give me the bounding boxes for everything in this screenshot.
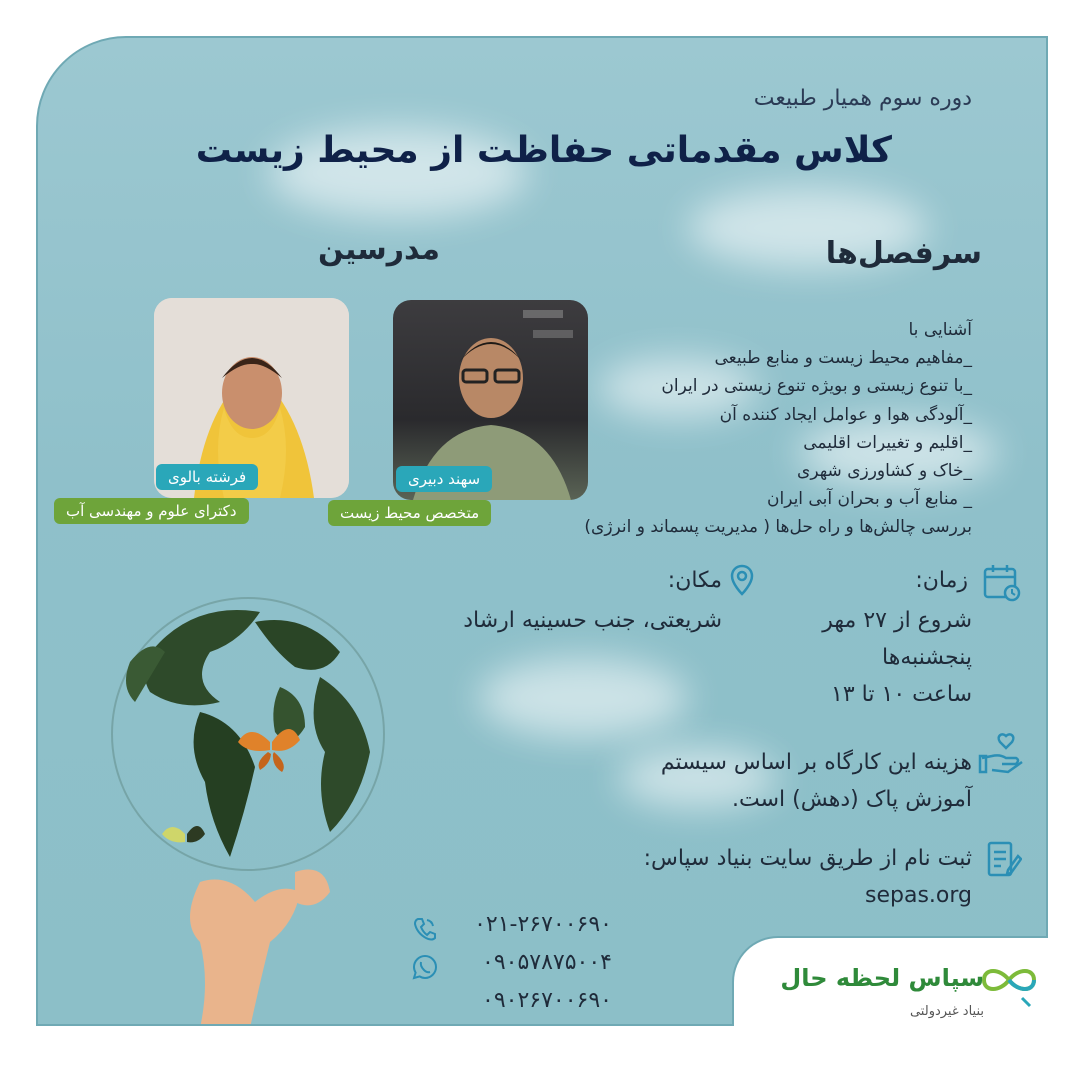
time-line: شروع از ۲۷ مهر [822,608,972,633]
topics-list [502,316,972,542]
topic-item: _آلودگی هوا و عوامل ایجاد کننده آن [719,404,972,425]
topic-item: _اقلیم و تغییرات اقلیمی [803,432,972,453]
contact-phones [412,912,632,1026]
topic-item: _ منابع آب و بحران آبی ایران [766,489,972,510]
cost-line: هزینه این کارگاه بر اساس سیستم [660,750,972,775]
register-link[interactable]: sepas.org [865,883,972,908]
topic-item: آشنایی با [908,320,972,340]
register-text [644,840,972,914]
hand-heart-icon [978,732,1026,776]
subtitle: دوره سوم همیار طبیعت [753,86,972,111]
teacher-name: فرشته بالوی [156,464,258,490]
time-details [822,602,972,713]
time-line: ساعت ۱۰ تا ۱۳ [831,682,972,707]
calendar-icon [982,562,1022,602]
teacher-name: سهند دبیری [396,466,492,492]
topic-item: _مفاهیم محیط زیست و منابع طبیعی [714,348,972,369]
phone-number[interactable]: ۰۹۰۲۶۷۰۰۶۹۰ [482,988,612,1013]
whatsapp-icon [412,954,438,980]
teacher-role: متخصص محیط زیست [328,500,491,526]
cloud [478,658,688,738]
topic-item: _خاک و کشاورزی شهری [797,461,972,482]
cost-text [661,744,972,818]
infinity-heart-logo-icon [976,958,1042,1008]
phone-row [412,912,632,950]
phone-number[interactable]: ۰۲۱-۲۶۷۰۰۶۹۰ [474,912,612,937]
logo-subtitle: بنیاد غیردولتی [909,1004,984,1019]
teachers-heading: مدرسین [318,232,440,267]
hand-illustration [190,880,300,1027]
cost-line: آموزش پاک (دهش) است. [732,787,972,812]
time-line: پنجشنبه‌ها [882,645,972,670]
topics-heading: سرفصل‌ها [825,236,982,271]
time-label: زمان: [915,568,968,593]
register-line: ثبت نام از طریق سایت بنیاد سپاس: [643,846,972,871]
place-label: مکان: [667,568,722,593]
butterfly-icon [162,826,205,842]
phone-icon [412,916,436,942]
phone-number[interactable]: ۰۹۰۵۷۸۷۵۰۰۴ [482,950,612,975]
page-title: کلاس مقدماتی حفاظت از محیط زیست [195,130,892,171]
place-text: شریعتی، جنب حسینیه ارشاد [463,608,722,633]
form-edit-icon [986,840,1022,880]
location-pin-icon [730,564,754,596]
earth-leaves-illustration [90,582,410,1026]
teacher-role: دکترای علوم و مهندسی آب [54,498,249,524]
topic-item: بررسی چالش‌ها و راه حل‌ها ( مدیریت پسماند و انرژی) [584,517,972,538]
phone-row [412,950,632,988]
topic-item: _با تنوع زیستی و بویژه تنوع زیستی در ایران [661,376,972,397]
phone-row [412,988,632,1026]
logo-name: سپاس لحظه حال [780,964,984,992]
